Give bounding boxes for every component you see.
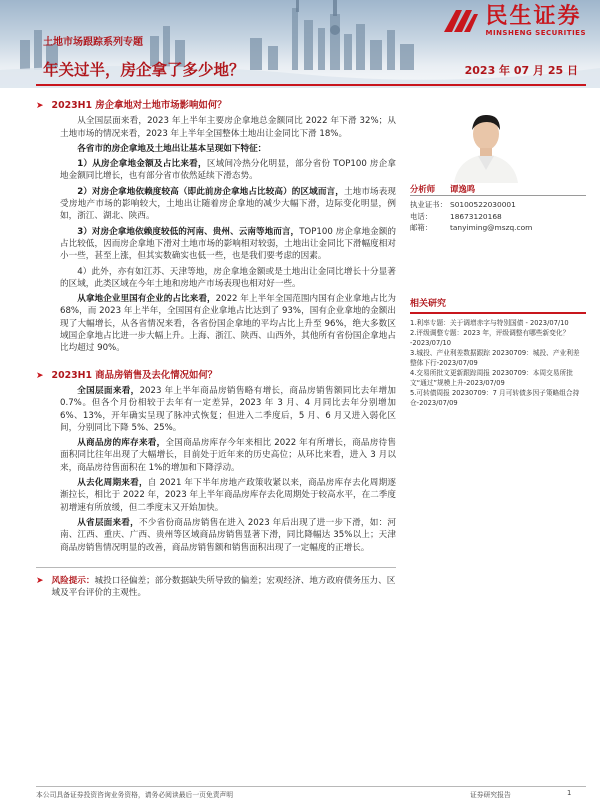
paragraph: 从省层面来看，不少省份商品房销售在进入 2023 年后出现了进一步下滑，如：河南、江西、重庆、广西、贵州等区域商品房销售显著下滑，同比降幅达 35%以上；天津商品房销售情况明显的改善，商品房销售额和销售面积出现了一定幅度的正增长。 bbox=[60, 517, 396, 553]
minsheng-logo bbox=[440, 4, 587, 38]
footer-divider bbox=[36, 786, 586, 787]
analyst-email[interactable]: tanyiming@mszq.com bbox=[450, 223, 533, 233]
report-series: 土地市场跟踪系列专题 bbox=[43, 37, 143, 48]
logo-mark-icon bbox=[440, 4, 480, 38]
related-item[interactable]: 3.城投、产业利差数据跟踪 20230709：城投、产业利差整体下行-2023/07/09 bbox=[410, 349, 580, 367]
paragraph: 全国层面来看，2023 年上半年商品房销售略有增长，商品房销售额同比去年增加 0.7%。但各个月份相较于去年有一定差异，2023 年 3 月、4 月同比去年分别增加 6%、13%，开年确实呈现了脉冲式恢复；但进入二季度后，5 月、6 月又进入弱化区间，分别同比下降 5%、25%。 bbox=[60, 385, 396, 433]
paragraph: 2）对房企拿地依赖度较高（即此前房企拿地占比较高）的区域而言，土地市场表现受房地产市场的影响较大，土地出让随着房企拿地的减少大幅下滑，边际变化明显，例如，浙江、湖北、陕西。 bbox=[60, 186, 396, 222]
analyst-label: 分析师 bbox=[410, 183, 436, 194]
analyst-card: 分析师 谭逸鸣 执业证书： S0100522030001 电话： 18673120168 邮箱： tanyiming@mszq.com bbox=[410, 182, 586, 234]
related-item[interactable]: 2.评级调整专题：2023 年，评级调整有哪些新变化？ -2023/07/10 bbox=[410, 329, 570, 347]
logo-text-en: MINSHENG SECURITIES bbox=[485, 29, 586, 37]
section-heading: ➤ 2023H1 商品房销售及去化情况如何？ bbox=[36, 369, 218, 381]
paragraph: 1）从房企拿地金额及占比来看，区域间冷热分化明显，部分省份 TOP100 房企拿地金额同比增长，也有部分省市依然延续下滑态势。 bbox=[60, 159, 396, 182]
arrow-bullet-icon: ➤ bbox=[36, 370, 44, 381]
related-item[interactable]: 4.交易所批文更新跟踪周报 20230709：本周交易所批文“通过”规模上升-2023/07/09 bbox=[410, 369, 573, 387]
paragraph: 各省市的房企拿地及土地出让基本呈现如下特征： bbox=[77, 143, 267, 154]
analyst-name: 谭逸鸣 bbox=[450, 183, 476, 194]
risk-note: ➤ 风险提示：城投口径偏差；部分数据缺失所导致的偏差；宏观经济、地方政府债务压力、区域及平台评价的主观性。 bbox=[36, 575, 396, 599]
related-item[interactable]: 1.利率专题：关于调增赤字与特别国债 - 2023/07/10 bbox=[410, 319, 569, 327]
paragraph: 从拿地企业里国有企业的占比来看，2022 年上半年全国范围内国有企业拿地占比为 68%，而 2023 年上半年，全国国有企业拿地占比达到了 93%，国有企业拿地的金额出现了大幅增长，从各省情况来看，各省份国企拿地的平均占比上升至 96%，绝大多数区域国企拿地占比进一步大幅上升。上海、浙江、陕西、山西外，其他所有省份国企拿地占比均超过 90%。 bbox=[60, 294, 396, 354]
report-title: 年关过半，房企拿了多少地？ bbox=[43, 61, 245, 79]
analyst-cert: S0100522030001 bbox=[450, 200, 516, 210]
report-date: 2023 年 07 月 25 日 bbox=[464, 64, 578, 77]
analyst-phone: 18673120168 bbox=[450, 211, 502, 221]
related-research bbox=[410, 296, 586, 408]
paragraph: 从商品房的库存来看，全国商品房库存今年来相比 2022 年有所增长，商品房待售面积同比往年出现了大幅增长，目前处于近年来的历史高位；从环比来看，进入 3 月以来，商品房待售面积在 1%的增加和下降浮动。 bbox=[60, 438, 396, 473]
main-content bbox=[36, 100, 396, 602]
header-divider bbox=[36, 84, 586, 86]
paragraph: 从去化周期来看，自 2021 年下半年房地产政策收紧以来，商品房库存去化周期逐渐拉长，相比于 2022 年，2023 年上半年商品房库存去化周期处于较高水平，在二季度初增速有所放缓，但二季度末又开始加快。 bbox=[60, 478, 396, 513]
risk-divider bbox=[36, 567, 396, 568]
analyst-portrait-image bbox=[432, 100, 540, 183]
arrow-bullet-icon: ➤ bbox=[36, 575, 44, 586]
paragraph: 3）对房企拿地依赖度较低的河南、贵州、云南等地而言，TOP100 房企拿地金额的占比较低，因而房企拿地下滑对土地市场的影响相对较弱，土地出让金同比下滑幅度相对小一些，甚至上涨，但其实数确实也低一些，也是我们要考虑的因素。 bbox=[60, 226, 396, 262]
page-number: 1 bbox=[567, 789, 572, 797]
footer-disclaimer: 本公司具备证券投资咨询业务资格，请务必阅读最后一页免责声明 bbox=[36, 791, 234, 799]
analyst-photo bbox=[432, 100, 540, 183]
arrow-bullet-icon: ➤ bbox=[36, 101, 44, 111]
related-heading: 相关研究 bbox=[410, 296, 586, 314]
paragraph: 4）此外，亦有如江苏、天津等地，房企拿地金额或是土地出让金同比增长十分显著的区域，此类区域在今年土地和房地产市场表现也相对好一些。 bbox=[60, 266, 396, 289]
paragraph: 从全国层面来看，2023 年上半年主要房企拿地总金额同比 2022 年下滑 32%；从土地市场的情况来看，2023 年上半年全国整体土地出让金同比下滑 18%。 bbox=[60, 116, 396, 139]
logo-text-cn: 民生证券 bbox=[485, 4, 582, 29]
footer-report-type: 证券研究报告 bbox=[470, 791, 511, 799]
section-heading: ➤ 2023H1 房企拿地对土地市场影响如何？ bbox=[36, 100, 227, 111]
related-item[interactable]: 5.可转债周报 20230709：7 月可转债多因子策略组合持仓-2023/07/09 bbox=[410, 389, 580, 407]
